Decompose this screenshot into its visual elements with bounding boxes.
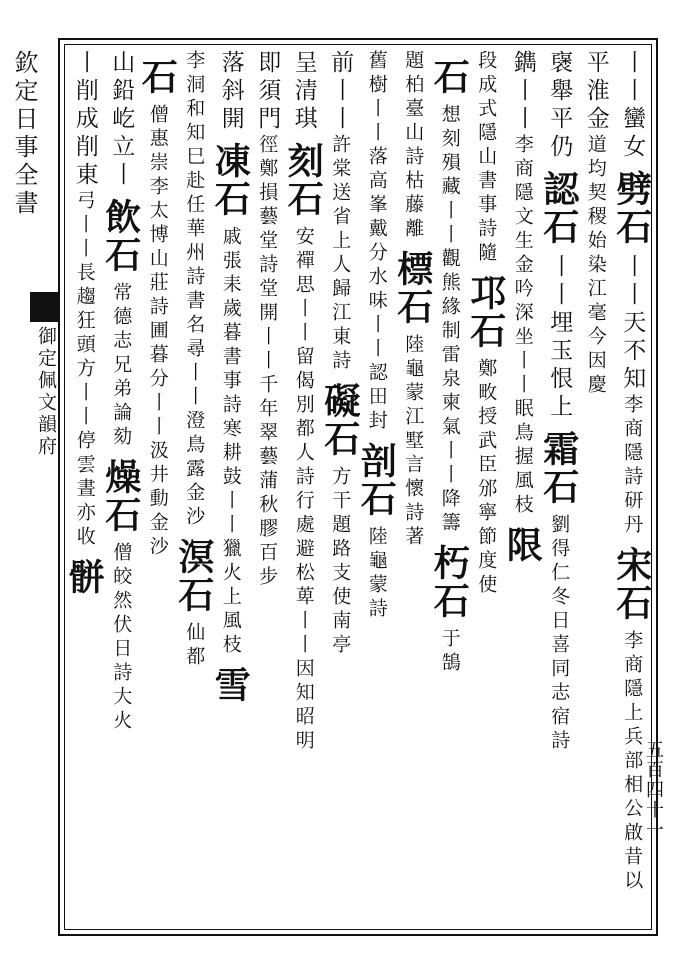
text-column <box>502 50 542 924</box>
entry-text: 許棠送省上人歸江東詩 <box>329 134 352 374</box>
entry-text: 劉得仁冬日喜同志宿詩 <box>548 514 571 754</box>
entry-headword: 劈石 <box>610 170 653 246</box>
entry-text: 李商隱文生金 <box>511 134 534 278</box>
entry-text: 鐫丨丨 <box>509 50 536 134</box>
text-column <box>575 50 615 924</box>
entry-text: 李商隱上兵部相公啟昔以 <box>621 630 644 894</box>
margin-fishtail-mark <box>30 292 58 322</box>
entry-text: 道均契稷始染江毫今因慶 <box>584 134 607 398</box>
text-column <box>247 50 287 924</box>
entry-text: 戴分水味丨丨認田封 <box>365 218 388 434</box>
entry-text: 鄭損藝堂詩堂開丨丨千年翠藝蒲秋膠百步 <box>256 158 279 590</box>
entry-text: 山鉛屹立丨 <box>108 50 135 190</box>
entry-text: 戚張耒歲暮書事詩寒耕鼓丨丨獵火上風枝 <box>219 226 242 658</box>
entry-text: 段成式隱山書事詩隨 <box>475 50 498 266</box>
entry-text: 丨削成削東 <box>71 50 98 190</box>
entry-headword: 邛石 <box>464 274 507 350</box>
entry-text: 平淮金 <box>582 50 609 134</box>
entry-text: 常德志兄弟論劾 <box>110 282 133 450</box>
entry-text: 鄭畋授武臣邠寧節度使 <box>475 358 498 598</box>
entry-headword: 刻石 <box>282 142 325 218</box>
entry-text: 想刻殞藏丨丨觀熊緣 <box>438 104 461 320</box>
entry-headword: 礙石 <box>318 382 361 458</box>
text-columns <box>63 50 653 924</box>
margin-subtitle: 御定佩文韻府 <box>35 326 57 458</box>
entry-text: 陸龜蒙詩 <box>365 526 388 622</box>
text-column <box>64 50 104 924</box>
entry-text: 詩行處避松萆丨丨 <box>292 466 315 658</box>
entry-text: 即須門 <box>254 50 281 134</box>
entry-text: 呈清琪 <box>290 50 317 134</box>
entry-text: 方干題路支使南亭 <box>329 466 352 658</box>
text-column <box>137 50 177 924</box>
entry-headword: 燥石 <box>99 458 142 534</box>
entry-headword: 宋石 <box>610 546 653 622</box>
entry-text: 前丨丨 <box>327 50 354 134</box>
entry-text: 僧皎然伏日詩大火 <box>110 542 133 734</box>
entry-text: 題柏臺山詩枯藤離 <box>402 50 425 242</box>
text-column <box>210 50 250 924</box>
entry-headword: 石 <box>136 58 179 96</box>
entry-headword: 限 <box>501 526 544 564</box>
entry-headword: 朽石 <box>428 544 471 620</box>
page-number: 五百四十一 <box>643 740 664 840</box>
text-column <box>283 50 323 924</box>
entry-headword: 霜石 <box>537 430 580 506</box>
entry-text: 丨丨蠻女 <box>619 50 646 162</box>
entry-text: 仙都 <box>183 622 206 670</box>
entry-text: 李商隱詩研丹 <box>621 394 644 538</box>
entry-text: 襃舉平仍 <box>546 50 573 162</box>
entry-text: 吟深坐丨丨眠鳥握風枝 <box>511 278 534 518</box>
entry-headword: 溟石 <box>172 538 215 614</box>
entry-text: 徑 <box>256 134 279 158</box>
entry-text: 于鵠 <box>438 628 461 676</box>
text-column <box>393 50 433 924</box>
entry-text: 僧惠崇李太博山莊詩圃暮分丨丨汲井動金沙 <box>146 104 169 560</box>
text-column <box>320 50 360 924</box>
entry-text: 因知昭明 <box>292 658 315 754</box>
entry-text: 舊樹丨丨落高峯 <box>365 50 388 218</box>
entry-text: 安禪思丨丨留偈別都人 <box>292 226 315 466</box>
text-column <box>174 50 214 924</box>
entry-headword: 剖石 <box>355 442 398 518</box>
text-column <box>356 50 396 924</box>
entry-headword: 石 <box>428 58 471 96</box>
margin-header: 欽定日事全書 <box>10 50 38 218</box>
entry-headword: 雪 <box>209 666 252 704</box>
entry-text: 陸龜蒙江墅言懷詩著 <box>402 334 425 550</box>
text-column <box>466 50 506 924</box>
entry-text: 丨丨埋玉恨上 <box>546 254 573 422</box>
entry-headword: 凍石 <box>209 142 252 218</box>
entry-headword: 飲石 <box>99 198 142 274</box>
text-column <box>429 50 469 924</box>
text-column <box>539 50 579 924</box>
entry-text: 方丨丨停雲晝亦收 <box>73 358 96 550</box>
entry-headword: 認石 <box>537 170 580 246</box>
text-column <box>101 50 141 924</box>
entry-text: 李洞和知巳赴任華州詩書名尋丨丨澄鳥露金沙 <box>183 50 206 530</box>
entry-text: 落斜開 <box>217 50 244 134</box>
entry-headword: 骿 <box>63 558 106 596</box>
entry-text: 弓丨丨長趨狂頭 <box>73 190 96 358</box>
entry-text: 制雷泉柬氣丨丨降籌 <box>438 320 461 536</box>
entry-headword: 標石 <box>391 250 434 326</box>
entry-text: 丨丨天不知 <box>619 254 646 394</box>
